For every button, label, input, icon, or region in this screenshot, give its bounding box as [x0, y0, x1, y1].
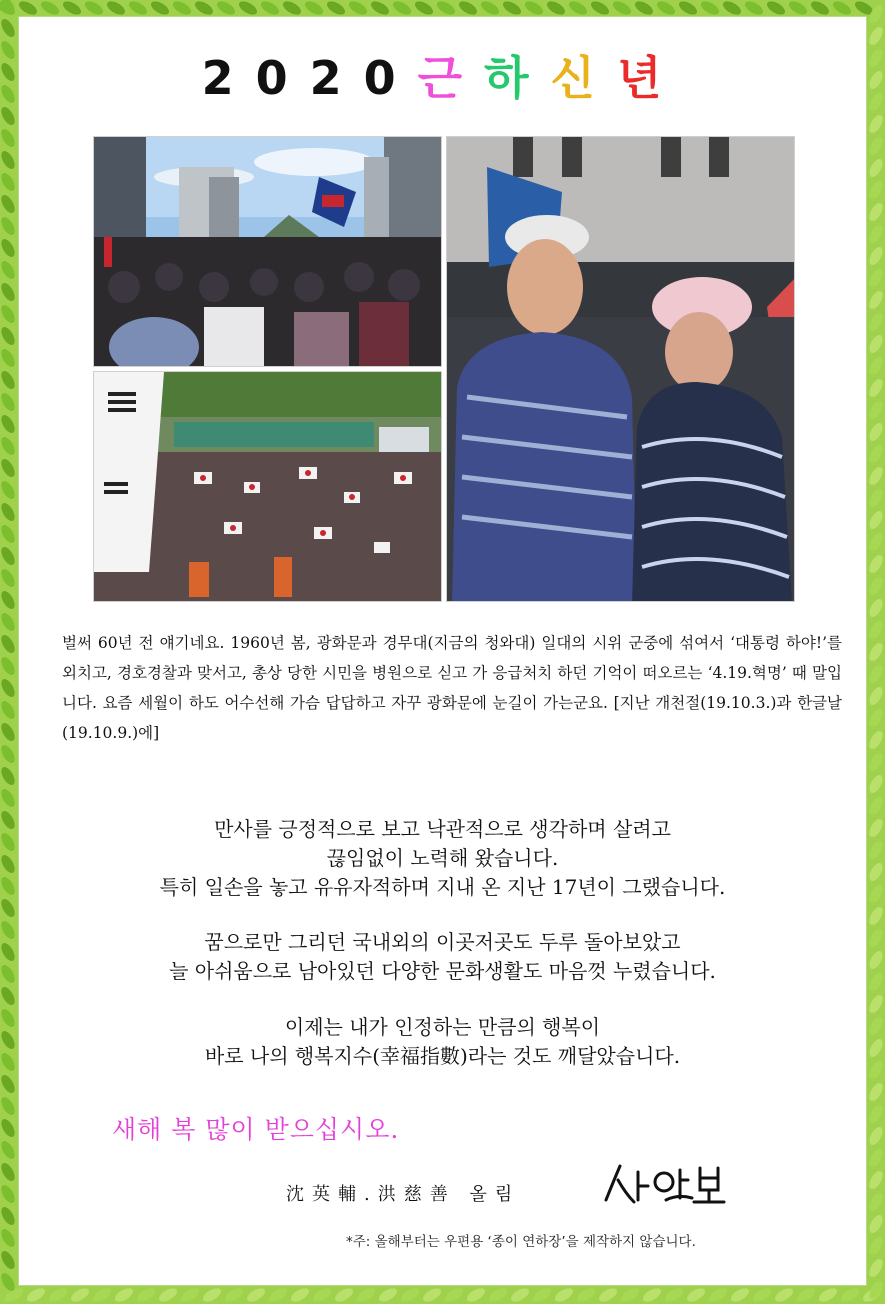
message-line: 늘 아쉬움으로 남아있던 다양한 문화생활도 마음껏 누렸습니다.	[169, 959, 716, 983]
title-char-1: 근	[417, 51, 485, 105]
couple-portrait-photo	[446, 136, 795, 602]
memoir-paragraph: 벌써 60년 전 얘기네요. 1960년 봄, 광화문과 경무대(지금의 청와대) 일대의 시위 군중에 섞여서 ‘대통령 하야!’를 외치고, 경호경찰과 맞서고, 총상 당한 시민을 병원으로 싣고 가 응급처치 하던 기억이 떠오르는 ‘4.19.혁명’ 때 말입니다. 요즘 세월이 하도 어수선해 가슴 답답하고 자꾸 광화문에 눈길이 가는군요. [지난 개천절(19.10.3.)과 한글날(19.10.9.)에]	[62, 634, 842, 742]
title-char-3: 신	[550, 51, 617, 105]
new-year-greeting: 새해 복 많이 받으십시오.	[112, 1115, 400, 1144]
message-block-1	[40, 815, 845, 902]
signers-names: 沈英輔.洪慈善 올림	[286, 1184, 521, 1205]
message-line: 이제는 내가 인정하는 만큼의 행복이	[284, 1015, 601, 1039]
message-line: 만사를 긍정적으로 보고 낙관적으로 생각하며 살려고	[214, 817, 671, 841]
card-title	[0, 42, 885, 108]
message-block-2	[40, 928, 845, 986]
handwritten-signature-icon	[600, 1160, 730, 1210]
rally-crowd-flags-photo	[93, 371, 442, 602]
message-line: 특히 일손을 놓고 유유자적하며 지내 온 지난 17년이 그랬습니다.	[159, 875, 726, 899]
message-line: 바로 나의 행복지수(幸福指數)라는 것도 깨달았습니다.	[204, 1044, 681, 1068]
title-char-2: 하	[484, 51, 551, 105]
title-char-4: 년	[616, 51, 684, 105]
message-line: 끊임없이 노력해 왔습니다.	[326, 846, 559, 870]
message-line: 꿈으로만 그리던 국내외의 이곳저곳도 두루 돌아보았고	[204, 930, 681, 954]
title-year: 2020	[201, 51, 418, 105]
rally-crowd-street-photo	[93, 136, 442, 367]
message-block-3	[40, 1013, 845, 1071]
footnote: *주: 올해부터는 우편용 ‘종이 연하장’을 제작하지 않습니다.	[346, 1234, 696, 1250]
